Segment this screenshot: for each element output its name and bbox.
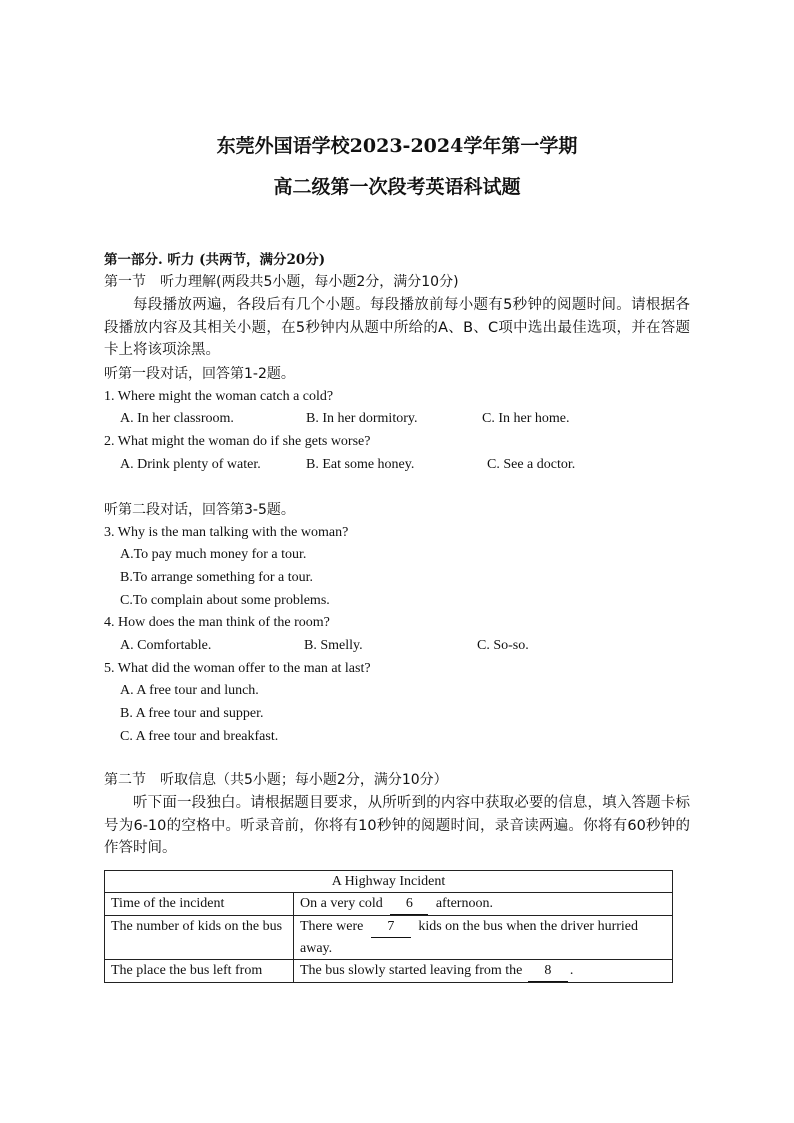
highway-incident-table (104, 870, 673, 983)
row-text-before: There were (300, 919, 364, 934)
q1-option-b: B. In her dormitory. (306, 411, 418, 426)
row-text-before: On a very cold (300, 896, 383, 911)
table-row (105, 916, 673, 960)
table-title: A Highway Incident (105, 871, 673, 893)
q1-option-c: C. In her home. (482, 411, 570, 426)
section2-heading: 第二节 听取信息（共5小题；每小题2分，满分10分） (104, 772, 448, 788)
exam-subtitle: 高二级第一次段考英语科试题 (273, 176, 521, 198)
row-text-after: afternoon. (435, 896, 493, 911)
q4-option-c: C. So-so. (477, 638, 529, 653)
answer-blank-6[interactable]: 6 (390, 893, 428, 915)
question-5: 5. What did the woman offer to the man at last? (104, 661, 371, 676)
school-exam-title: 东莞外国语学校2023-2024学年第一学期 (216, 135, 578, 157)
answer-blank-7[interactable]: 7 (371, 916, 411, 938)
row-text-after: kids on the bus when the driver hurried away. (300, 919, 639, 956)
row-content (294, 893, 673, 916)
q3-option-c: C.To complain about some problems. (120, 593, 330, 608)
part1-heading: 第一部分. 听力 (共两节，满分20分) (104, 252, 326, 268)
row-text-after: . (569, 963, 574, 978)
q5-option-a: A. A free tour and lunch. (120, 683, 259, 698)
dialog2-heading: 听第二段对话，回答第3-5题。 (104, 502, 295, 518)
q5-option-c: C. A free tour and breakfast. (120, 729, 279, 744)
q3-option-b: B.To arrange something for a tour. (120, 570, 314, 585)
row-label: The place the bus left from (105, 960, 294, 983)
section1-heading: 第一节 听力理解(两段共5小题，每小题2分，满分10分) (104, 274, 459, 290)
q1-option-a: A. In her classroom. (120, 411, 234, 426)
row-content (294, 916, 673, 960)
q4-option-a: A. Comfortable. (120, 638, 212, 653)
question-2: 2. What might the woman do if she gets worse? (104, 434, 371, 449)
dialog1-heading: 听第一段对话，回答第1-2题。 (104, 366, 295, 382)
q3-option-a: A.To pay much money for a tour. (120, 547, 307, 562)
table-row (105, 960, 673, 983)
row-content (294, 960, 673, 983)
row-label: The number of kids on the bus (105, 916, 294, 960)
table-row (105, 893, 673, 916)
q2-option-a: A. Drink plenty of water. (120, 457, 261, 472)
row-label: Time of the incident (105, 893, 294, 916)
question-3: 3. Why is the man talking with the woman? (104, 525, 349, 540)
question-1: 1. Where might the woman catch a cold? (104, 389, 334, 404)
q2-option-c: C. See a doctor. (487, 457, 576, 472)
q4-option-b: B. Smelly. (304, 638, 363, 653)
section1-instructions: 每段播放两遍，各段后有几个小题。每段播放前每小题有5秒钟的阅题时间。请根据各段播放内容及其相关小题，在5秒钟内从题中所给的A、B、C项中选出最佳选项，并在答题卡上将该项涂黑。 (104, 297, 690, 358)
row-text-before: The bus slowly started leaving from the (300, 963, 523, 978)
q2-option-b: B. Eat some honey. (306, 457, 415, 472)
question-4: 4. How does the man think of the room? (104, 615, 330, 630)
q5-option-b: B. A free tour and supper. (120, 706, 264, 721)
answer-blank-8[interactable]: 8 (528, 960, 568, 982)
section2-instructions: 听下面一段独白。请根据题目要求，从所听到的内容中获取必要的信息，填入答题卡标号为6-10的空格中。听录音前，你将有10秒钟的阅题时间，录音读两遍。你将有60秒钟的作答时间。 (104, 795, 690, 856)
